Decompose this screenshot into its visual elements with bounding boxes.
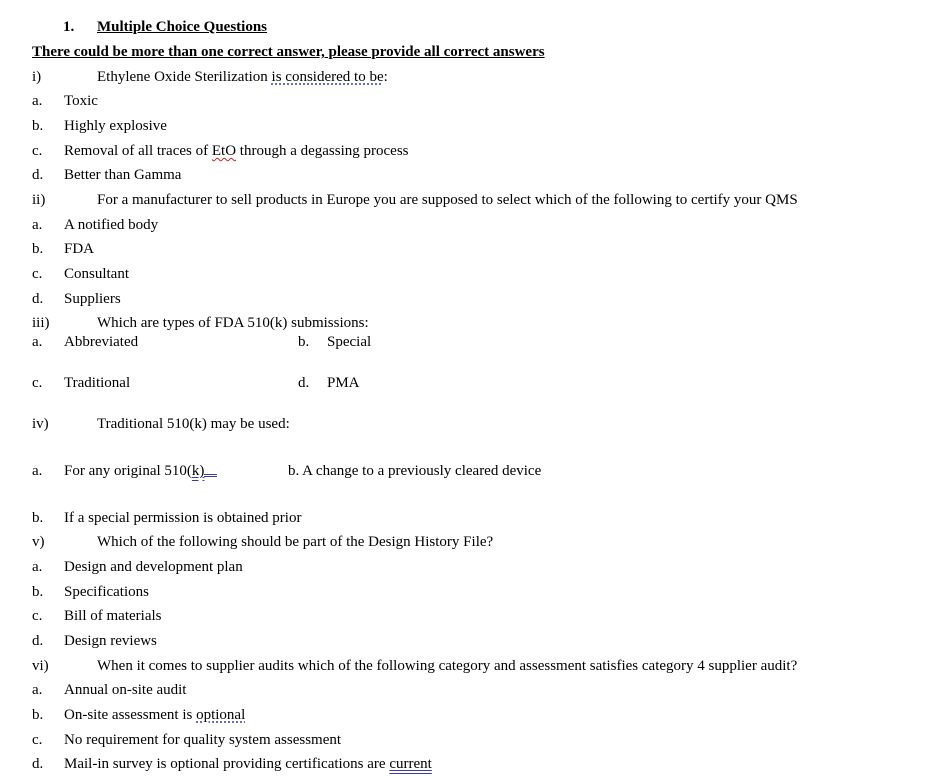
option-text: Design and development plan (64, 559, 243, 575)
question-text: Which of the following should be part of the Design History File? (97, 534, 494, 550)
option-text: Mail-in survey is optional providing certifications are current (64, 756, 432, 772)
option-text: Consultant (64, 266, 130, 282)
option-text: Annual on-site audit (64, 682, 187, 698)
option-letter: b. (32, 584, 44, 600)
option-text: No requirement for quality system assessment (64, 732, 342, 748)
question-text: Which are types of FDA 510(k) submissions: (97, 315, 369, 331)
spellcheck-underline: EtO (211, 143, 237, 159)
option-text: Special (327, 334, 372, 350)
option-letter: a. (32, 93, 43, 109)
question-number: ii) (32, 192, 46, 208)
question-number: i) (32, 69, 42, 85)
option-letter: b. (298, 334, 310, 350)
option-text: Specifications (64, 584, 149, 600)
option-text: On-site assessment is optional (64, 707, 246, 723)
link-underline: current (389, 756, 432, 772)
option-letter: a. (32, 334, 43, 350)
option-text: b. A change to a previously cleared device (288, 463, 542, 479)
instruction: There could be more than one correct answer, please provide all correct answers (32, 44, 545, 60)
option-letter: d. (32, 167, 44, 183)
option-letter: b. (32, 118, 44, 134)
option-letter: a. (32, 463, 43, 479)
option-text: Suppliers (64, 291, 121, 307)
option-text: PMA (327, 375, 360, 391)
option-text: For any original 510(k) (64, 462, 217, 480)
option-letter: a. (32, 682, 43, 698)
option-text: Highly explosive (64, 118, 167, 134)
heading-number: 1. (63, 19, 75, 35)
question-number: vi) (32, 658, 49, 674)
option-letter: b. (32, 707, 44, 723)
option-text: Better than Gamma (64, 167, 182, 183)
option-text: Abbreviated (64, 334, 139, 350)
question-number: v) (32, 534, 45, 550)
heading-title: Multiple Choice Questions (97, 19, 268, 35)
option-letter: a. (32, 559, 43, 575)
option-letter: d. (32, 756, 44, 772)
option-text: A notified body (64, 217, 159, 233)
option-letter: d. (32, 633, 44, 649)
grammar-underline: optional (196, 707, 246, 723)
option-text: Toxic (64, 93, 98, 109)
option-text: Traditional (64, 375, 131, 391)
option-text: Design reviews (64, 633, 157, 649)
option-letter: d. (298, 375, 310, 391)
question-text: For a manufacturer to sell products in Europe you are supposed to select which of the following to certify your QMS (97, 192, 798, 208)
option-text: Removal of all traces of EtO through a degassing process (64, 143, 409, 159)
option-letter: c. (32, 732, 43, 748)
option-letter: c. (32, 608, 43, 624)
option-letter: c. (32, 266, 43, 282)
option-letter: d. (32, 291, 44, 307)
question-text: Traditional 510(k) may be used: (97, 416, 290, 432)
link-underline: k) (191, 463, 205, 479)
underline-stub (204, 462, 217, 477)
option-text: If a special permission is obtained prior (64, 510, 302, 526)
question-number: iii) (32, 315, 50, 331)
option-text: Bill of materials (64, 608, 162, 624)
option-letter: a. (32, 217, 43, 233)
option-letter: c. (32, 143, 43, 159)
option-letter: b. (32, 510, 44, 526)
question-text: Ethylene Oxide Sterilization is considered to be: (97, 69, 388, 85)
option-letter: c. (32, 375, 43, 391)
question-text: When it comes to supplier audits which of the following category and assessment satisfies category 4 supplier audit? (97, 658, 798, 674)
option-letter: b. (32, 241, 44, 257)
question-number: iv) (32, 416, 49, 432)
option-text: FDA (64, 241, 95, 257)
